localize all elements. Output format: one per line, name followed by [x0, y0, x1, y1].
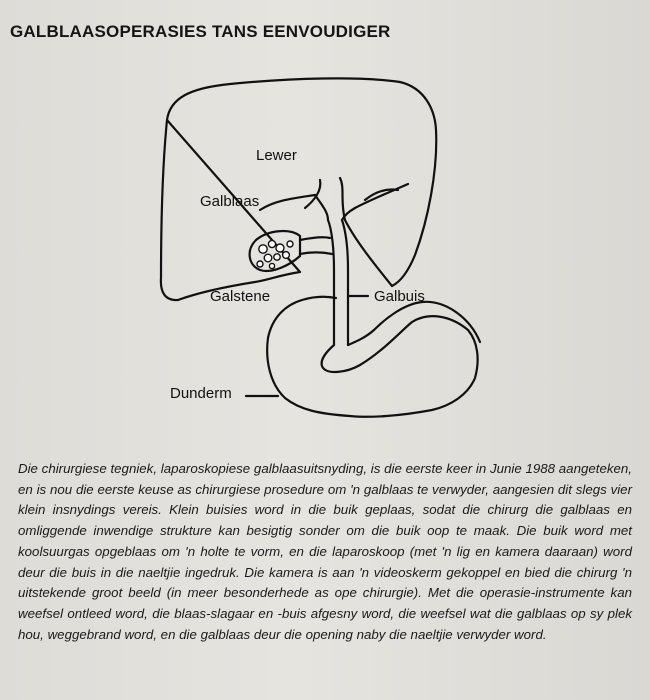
duodenum-outline — [267, 297, 477, 417]
page-title: GALBLAASOPERASIES TANS EENVOUDIGER — [10, 22, 391, 41]
caption-text: Die chirurgiese tegniek, laparoskopiese galblaasuitsnyding, is die eerste keer in Junie 1988 aangeteken, en is nou die eerste keuse as chirurgiese prosedure om 'n galblaas te verwyder, aangesien dit slegs vier klein insnydings vereis. Klein buisies word in die buik geplaas, sodat die chirurg die galblaas en omliggende inwendige strukture kan besigtig sonder om die buik oop te maak. Die buik word met koolsuurgas opgeblaas om 'n holte te vorm, en die laparoskoop (met 'n lig en kamera daaraan) word deur die buis in die naeltjie ingedruk. Die kamera is aan 'n videoskerm gekoppel en bied die chirurg 'n uitstekende groot beeld (in meer besonderhede as ope chirurgie). Met die operasie-instrumente kan weefsel ontleed word, die blaas-slagaar en -buis afgesny word, die weefsel wat die galblaas op sy plek hou, weggebrand word, en die galblaas deur die opening naby die naeltjie verwyder word. — [18, 461, 632, 642]
gallstone — [257, 261, 263, 267]
gallstone — [259, 245, 267, 253]
bleed-through-text — [480, 25, 650, 445]
label-gallbladder: Galblaas — [200, 193, 260, 210]
duct-junction — [315, 195, 328, 220]
label-liver: Lewer — [256, 147, 297, 164]
gallstone — [287, 241, 293, 247]
label-bile-duct: Galbuis — [374, 288, 425, 305]
hepatic-duct-right — [355, 184, 408, 208]
gallstone — [274, 254, 280, 260]
cystic-duct-lower — [300, 253, 332, 255]
label-duodenum: Dunderm — [170, 385, 232, 402]
anatomy-diagram — [150, 60, 500, 450]
gallstone — [264, 254, 272, 262]
common-duct-right — [342, 220, 348, 345]
gallstone — [276, 244, 284, 252]
gallstone — [283, 252, 290, 259]
label-gallstones: Galstene — [210, 288, 271, 305]
gallstone — [268, 240, 275, 247]
cystic-duct — [300, 237, 330, 240]
hepatic-duct-branch — [305, 180, 320, 208]
gallstone — [269, 263, 274, 268]
